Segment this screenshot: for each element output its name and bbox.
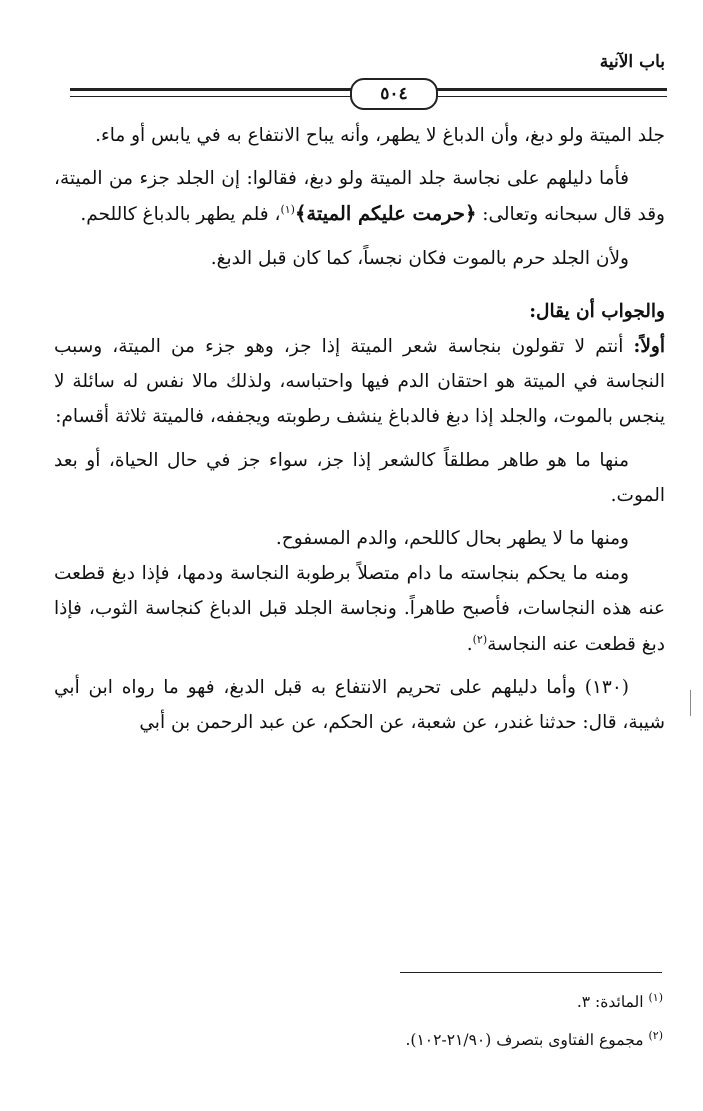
paragraph-text: أنتم لا تقولون بنجاسة شعر الميتة إذا جز، وهو جزء من الميتة، وسبب النجاسة في الميتة هو احتقان الدم فيها واحتباسه، ولذلك مالا نفس له سائلة لا ينجس بالموت، والجلد إذا دبغ فالدباغ ينشف رطوبته ويجففه، فالميتة ثلاثة أقسام:: [54, 336, 665, 428]
paragraph: ومنها ما لا يطهر بحال كاللحم، والدم المسفوح.: [275, 528, 629, 550]
paragraph-lead: أولاً:: [633, 336, 665, 358]
quran-quote: ﴿حرمت عليكم الميتة﴾: [294, 202, 477, 226]
footnote: [54, 1021, 663, 1059]
paragraph: [54, 329, 665, 435]
paragraph: [54, 556, 665, 662]
footnote-ref: (١): [280, 203, 295, 217]
margin-mark: [690, 690, 691, 716]
main-text: [54, 118, 665, 740]
page-number: ٥٠٤: [350, 78, 438, 110]
footnote-text: المائدة: ٣.: [576, 993, 649, 1011]
paragraph-text: ومنه ما يحكم بنجاسته ما دام متصلاً برطوبة النجاسة ودمها، فإذا دبغ قطعت عنه هذه النجاسات، فأصبح طاهراً. ونجاسة الجلد قبل الدباغ كنجاسة الثوب، فإذا دبغ قطعت عنه النجاسة: [54, 563, 665, 655]
paragraph: منها ما هو طاهر مطلقاً كالشعر إذا جز، سواء جز في حال الحياة، أو بعد الموت.: [54, 449, 665, 506]
footnote-text: مجموع الفتاوى بتصرف (٢١/٩٠-١٠٢).: [405, 1031, 649, 1049]
footnote-rule: [400, 972, 662, 973]
footnote-ref: (٢): [472, 632, 488, 646]
footnote: [54, 983, 663, 1021]
paragraph: [54, 161, 665, 232]
footnote-marker: (١): [648, 990, 663, 1004]
paragraph: جلد الميتة ولو دبغ، وأن الدباغ لا يطهر، وأنه يباح الانتفاع به في يابس أو ماء.: [95, 125, 665, 146]
chapter-title: باب الآنية: [599, 52, 665, 72]
footnotes: [54, 983, 663, 1059]
paragraph-text: فأما دليلهم على نجاسة جلد الميتة ولو دبغ، فقالوا: إن الجلد جزء من الميتة، وقد قال سبحانه وتعالى:: [54, 168, 665, 226]
paragraph-text: .: [466, 633, 473, 655]
footnote-marker: (٢): [648, 1028, 663, 1042]
paragraph: ولأن الجلد حرم بالموت فكان نجساً، كما كان قبل الدبغ.: [210, 247, 629, 269]
paragraph-text: ، فلم يطهر بالدباغ كاللحم.: [80, 204, 281, 226]
section-heading: والجواب أن يقال:: [529, 300, 665, 322]
paragraph: (١٣٠) وأما دليلهم على تحريم الانتفاع به قبل الدبغ، فهو ما رواه ابن أبي شيبة، قال: حدثنا غندر، عن شعبة، عن الحكم، عن عبد الرحمن بن أبي: [54, 676, 665, 734]
